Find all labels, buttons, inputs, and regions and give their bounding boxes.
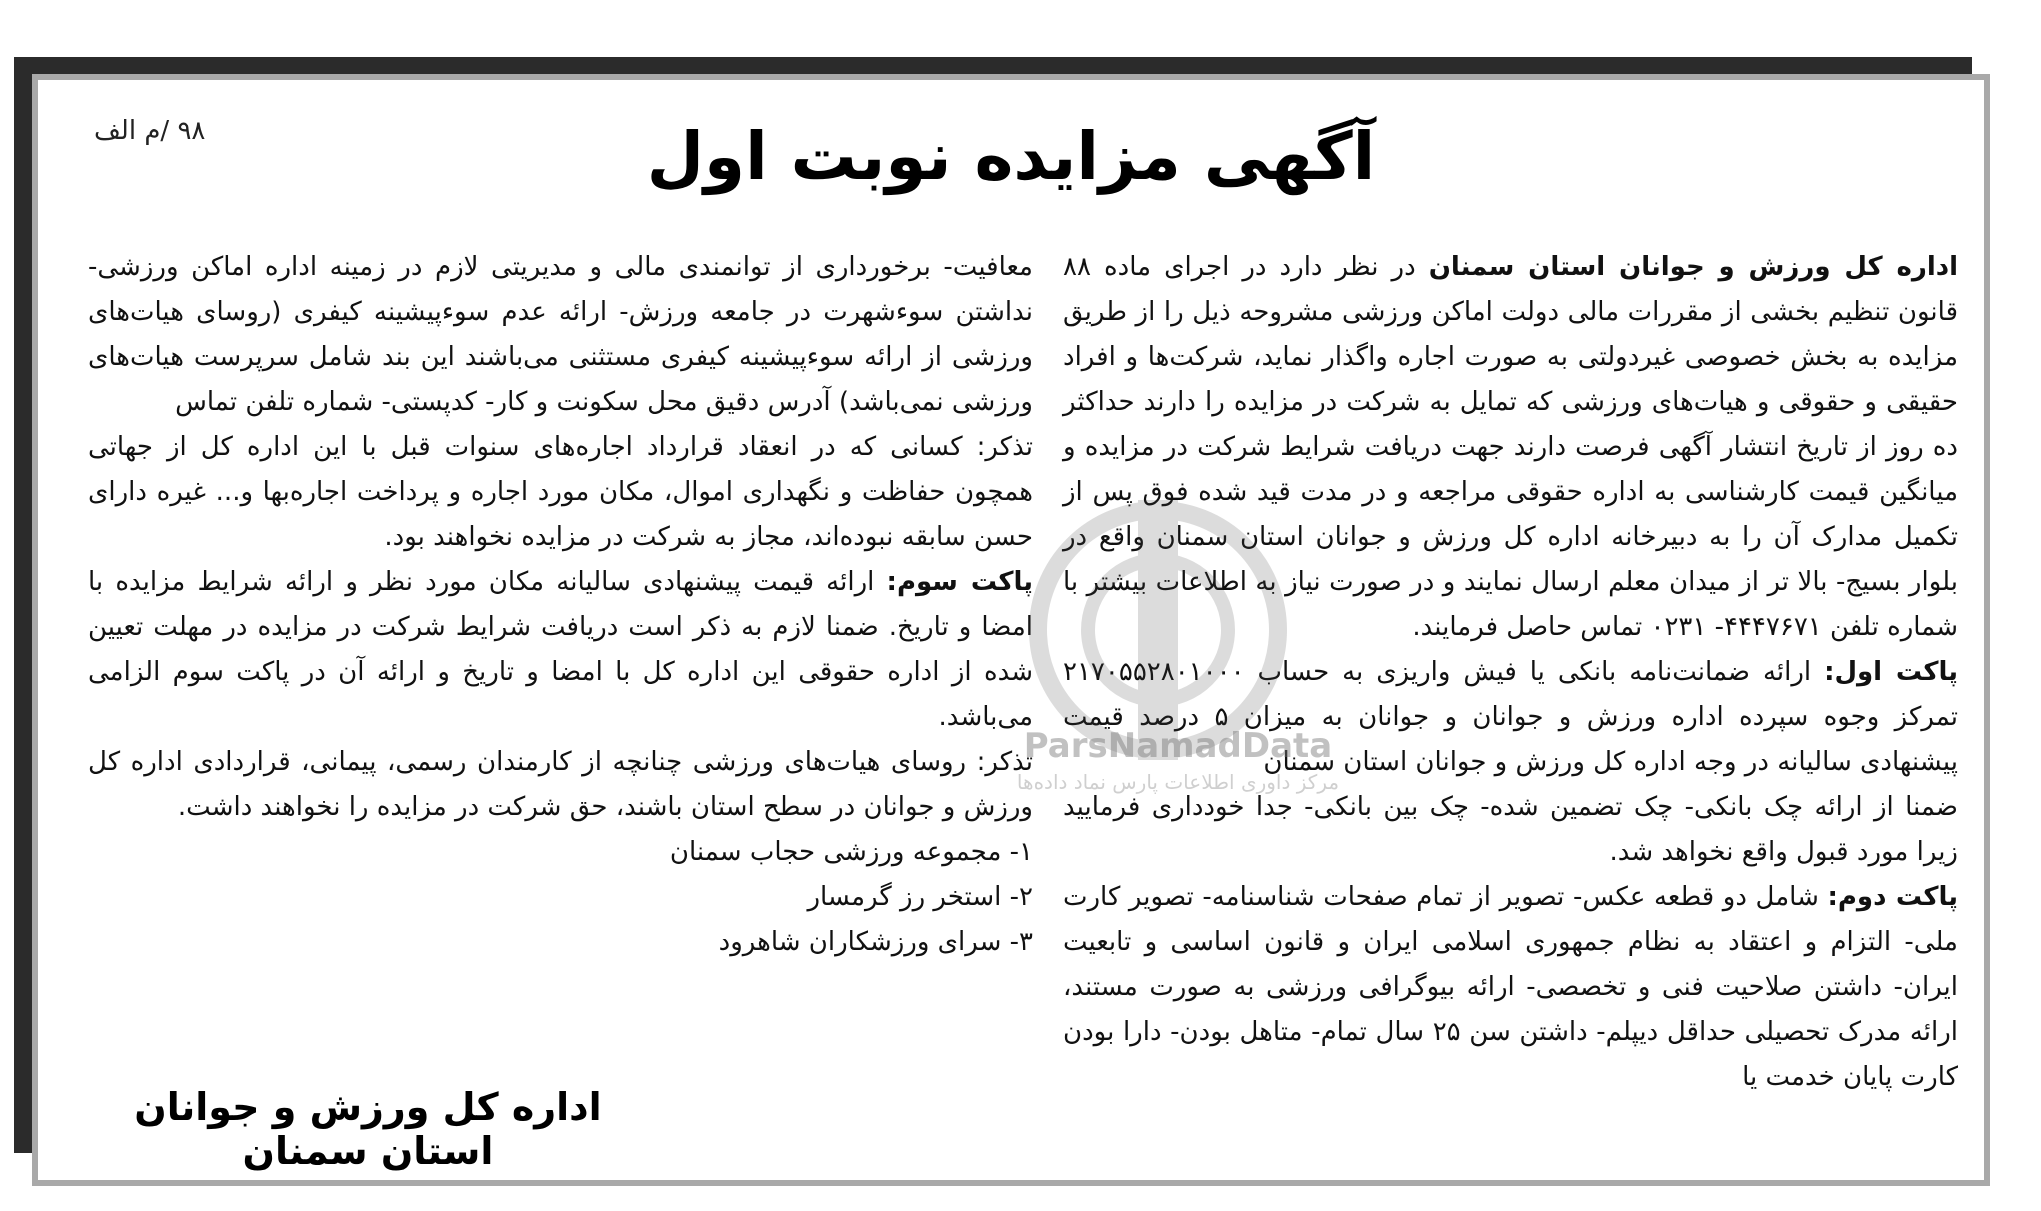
notice-page [32, 74, 1990, 1186]
continuation-paragraph: معافیت- برخورداری از توانمندی مالی و مدیریتی لازم در زمینه اداره اماکن ورزشی- نداشتن سوءشهرت در جامعه ورزش- ارائه عدم سوءپیشینه کیفری (روسای هیات‌های ورزشی از ارائه سوءپیشینه کیفری مستثنی می‌باشند این بند شامل سرپرست هیات‌های ورزشی نمی‌باشد) آدرس دقیق محل سکونت و کار- کدپستی- شماره تلفن تماس [88, 252, 1033, 417]
list-item: ۱- مجموعه ورزشی حجاب سمنان [669, 837, 1033, 867]
list-item: ۲- استخر رز گرمسار [807, 882, 1033, 912]
packet-three-label: پاکت سوم: [886, 567, 1034, 597]
left-column [88, 245, 1033, 965]
packet-three-paragraph [88, 560, 1033, 740]
packet-three-text: ارائه قیمت پیشنهادی سالیانه مکان مورد نظر و ارائه شرایط مزایده با امضا و تاریخ. ضمنا لازم به ذکر است دریافت شرایط شرکت در مزایده در مهلت تعیین شده از اداره حقوقی این اداره کل با امضا و تاریخ و ارائه آن در پاکت سوم الزامی می‌باشد. [88, 567, 1033, 732]
packet-one-text: ارائه ضمانت‌نامه بانکی یا فیش واریزی به حساب ۲۱۷۰۵۵۲۸۰۱۰۰۰ تمرکز وجوه سپرده اداره ورزش و جوانان و جوانان به میزان ۵ درصد قیمت پیشنهادی سالیانه در وجه اداره کل ورزش و جوانان استان سمنان [1063, 657, 1958, 777]
notice-title: آگهی مزایده نوبت اول [646, 118, 1376, 195]
packet-one-label: پاکت اول: [1824, 657, 1958, 687]
list-item: ۳- سرای ورزشکاران شاهرود [718, 927, 1033, 957]
right-column [1063, 245, 1958, 1100]
intro-text: در نظر دارد در اجرای ماده ۸۸ قانون تنظیم بخشی از مقررات مالی دولت اماکن ورزشی مشروحه ذیل را از طریق مزایده به بخش خصوصی غیردولتی به صورت اجاره واگذار نماید، شرکت‌ها و افراد حقیقی و حقوقی و هیات‌های ورزشی که تمایل به شرکت در مزایده را دارند حداکثر ده روز از تاریخ انتشار آگهی فرصت دارند جهت دریافت شرایط شرکت در مزایده و میانگین قیمت کارشناسی به اداره حقوقی مراجعه و در مدت قید شده فوق پس از تکمیل مدارک آن را به دبیرخانه اداره کل ورزش و جوانان استان سمنان واقع در بلوار بسیج- بالا تر از میدان معلم ارسال نمایند و در صورت نیاز به اطلاعات بیشتر با شماره تلفن ۴۴۴۷۶۷۱- ۰۲۳۱ تماس حاصل فرمایند. [1063, 252, 1958, 642]
notice-code: ۹۸ /م الف [94, 116, 206, 146]
packet-two-text: شامل دو قطعه عکس- تصویر از تمام صفحات شناسنامه- تصویر کارت ملی- التزام و اعتقاد به نظام جمهوری اسلامی ایران و قانون اساسی و تابعیت ایران- داشتن صلاحیت فنی و تخصصی- ارائه بیوگرافی ورزشی به صورت مستند، ارائه مدرک تحصیلی حداقل دیپلم- داشتن سن ۲۵ سال تمام- متاهل بودن- دارا بودن کارت پایان خدمت یا [1063, 882, 1958, 1092]
packet-two-label: پاکت دوم: [1827, 882, 1958, 912]
packet-two-paragraph [1063, 875, 1958, 1100]
watermark-brand: ParsNamadData [1023, 726, 1333, 766]
signature-org: اداره کل ورزش و جوانان استان سمنان [134, 1085, 602, 1173]
note-two: تذکر: روسای هیات‌های ورزشی چنانچه از کارمندان رسمی، پیمانی، قراردادی اداره کل ورزش و جوانان در سطح استان باشند، حق شرکت در مزایده را نخواهند داشت. [88, 747, 1033, 822]
intro-org-name: اداره کل ورزش و جوانان استان سمنان [1428, 252, 1959, 282]
note-one: تذکر: کسانی که در انعقاد قرارداد اجاره‌های سنوات قبل با این اداره کل از جهاتی همچون حفاظت و نگهداری اموال، مکان مورد اجاره و پرداخت اجاره‌بها و... غیره دارای حسن سابقه نبوده‌اند، مجاز به شرکت در مزایده نخواهند بود. [88, 432, 1033, 552]
packet-one-note: ضمنا از ارائه چک بانکی- چک تضمین شده- چک بین بانکی- جدا خودداری فرمایید زیرا مورد قبول واقع نخواهد شد. [1063, 792, 1958, 867]
intro-paragraph [1063, 245, 1958, 650]
watermark-subtitle: مرکز داوری اطلاعات پارس نماد داده‌ها [1016, 770, 1340, 794]
